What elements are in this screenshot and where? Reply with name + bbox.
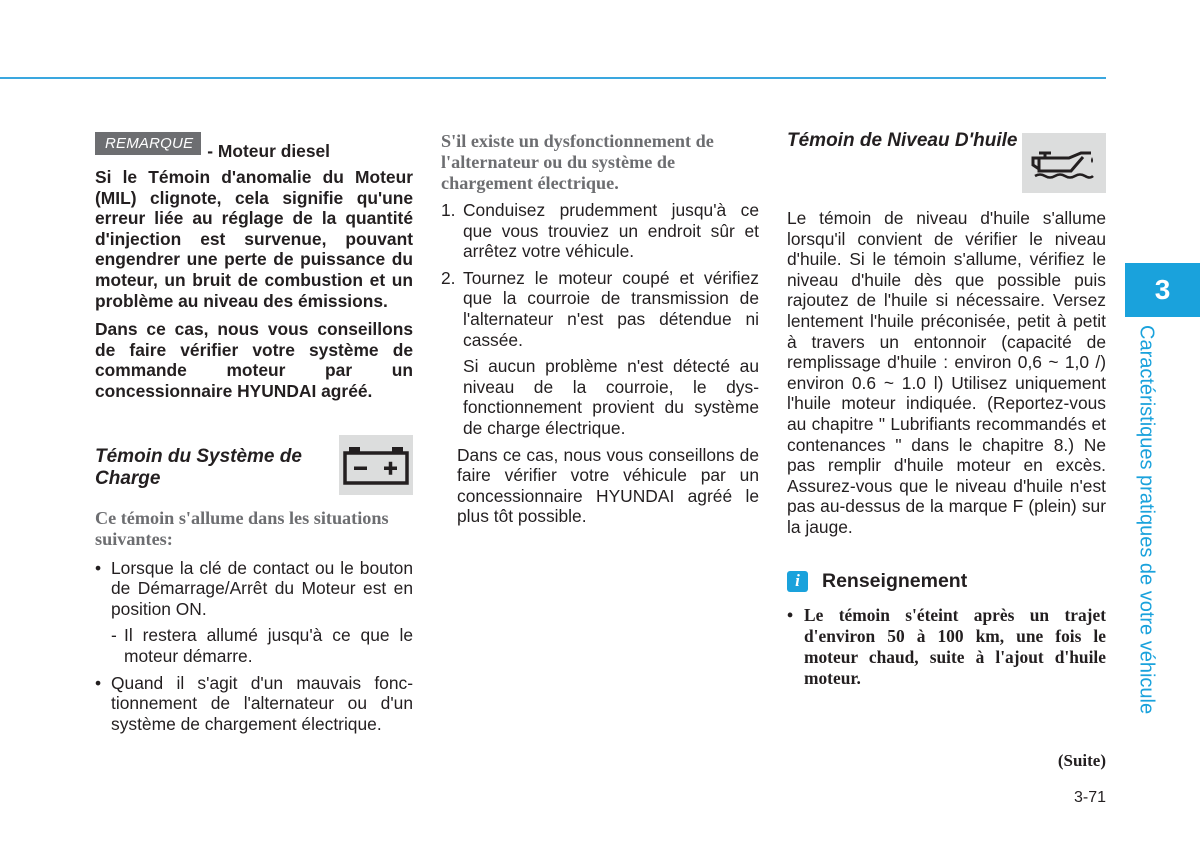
- step-number: 1.: [441, 200, 456, 220]
- alternator-steps: [441, 200, 759, 439]
- charge-section-header: [95, 435, 413, 495]
- chapter-tab: 3: [1125, 263, 1200, 317]
- column-left: [95, 130, 413, 734]
- battery-icon: [339, 435, 413, 495]
- chapter-title: Caractéristiques pratiques de votre véhicule: [1135, 325, 1158, 715]
- alternator-heading: S'il existe un dysfonctionnement de l'alternateur ou du système de chargement électrique.: [441, 131, 714, 193]
- header-rule: [0, 77, 1106, 79]
- list-item: [95, 673, 413, 735]
- remark-title: - Moteur diesel: [207, 140, 331, 161]
- list-subitem: [95, 625, 413, 666]
- charge-section-title: Témoin du Système de Charge: [95, 445, 302, 489]
- info-bullet-text: Le témoin s'éteint après un trajet d'environ 50 à 100 km, une fois le moteur chaud, suite à l'ajout d'huile moteur.: [804, 604, 1106, 688]
- column-right: [787, 130, 1106, 689]
- bullet-mark: •: [787, 604, 794, 625]
- alternator-closing: Dans ce cas, nous vous conseillons de faire vérifier votre véhicule par un concessionnaire HYUNDAI agréé le plus tôt possible.: [457, 444, 759, 527]
- info-header: [787, 570, 1106, 593]
- list-subitem-text: Il restera allumé jusqu'à ce que le moteur démarre.: [124, 625, 413, 666]
- remark-header: [95, 133, 413, 161]
- remark-paragraph-1: Si le Témoin d'anomalie du Moteur (MIL) clignote, cela signifie qu'une erreur liée au réglage de la quantité d'injection est survenue, pouvant engendrer une perte de puissance du moteur, un bruit de combustion et un problème au niveau des émissions.: [95, 167, 413, 311]
- info-icon: i: [787, 571, 808, 592]
- oil-paragraph: Le témoin de niveau d'huile s'allume lorsqu'il convient de vérifier le niveau d'huile. Si le témoin s'allume, vérifiez le niveau d'huile dès que possible puis rajoutez de l'huile si nécessaire. Versez lentement l'huile préconisée, petit à petit à travers un entonnoir (capacité de remplissage d'huile : environ 0,6 ~ 1,0 /) environ 0.6 ~ 1.0 l) Utilisez uniquement l'huile moteur indiquée. (Reportez-vous au chapitre " Lubrifiants recommandés et contenances " dans le chapitre 8.) Ne pas remplir d'huile moteur en excès. Assurez-vous que le niveau d'huile n'est pas au-dessus de la marque F (plein) sur la jauge.: [787, 208, 1106, 537]
- oil-section-title: Témoin de Niveau D'huile: [787, 130, 1018, 151]
- step-text: Conduisez prudemment jusqu'à ce que vous trouviez un endroit sûr et arrêtez votre véhicule.: [463, 200, 759, 262]
- step-text: Tournez le moteur coupé et vérifiez que la courroie de transmission de l'alternateur n'est pas détendue ni cassée.: [463, 267, 759, 350]
- chapter-title-vertical: [1126, 325, 1166, 715]
- info-title: Renseignement: [822, 569, 968, 592]
- list-item-text: Lorsque la clé de contact ou le bouton de Démarrage/Arrêt du Moteur est en position ON.: [111, 557, 413, 619]
- remark-badge: REMARQUE: [95, 132, 201, 155]
- info-bullet: [787, 605, 1106, 689]
- step-number: 2.: [441, 267, 456, 288]
- list-item: [441, 200, 759, 262]
- list-item: [95, 558, 413, 667]
- list-item: [441, 268, 759, 439]
- column-middle: [441, 130, 759, 527]
- step-paragraph: Si aucun problème n'est détecté au niveau de la courroie, le dysfonctionnement provient du système de charge électrique.: [463, 356, 759, 438]
- charge-conditions-heading: Ce témoin s'allume dans les situations suivantes:: [95, 507, 389, 549]
- oil-section-header: [787, 130, 1106, 193]
- list-item-text: Quand il s'agit d'un mauvais fonctionnement de l'alternateur ou d'un système de chargement électrique.: [111, 672, 413, 734]
- charge-conditions-list: [95, 558, 413, 735]
- page-number: 3-71: [1073, 789, 1106, 806]
- oil-can-icon: [1022, 133, 1106, 193]
- continued-label: (Suite): [1057, 751, 1106, 770]
- dash-mark: -: [111, 625, 117, 646]
- remark-paragraph-2: Dans ce cas, nous vous conseillons de faire vérifier votre système de commande moteur par un concessionnaire HYUNDAI agréé.: [95, 319, 413, 401]
